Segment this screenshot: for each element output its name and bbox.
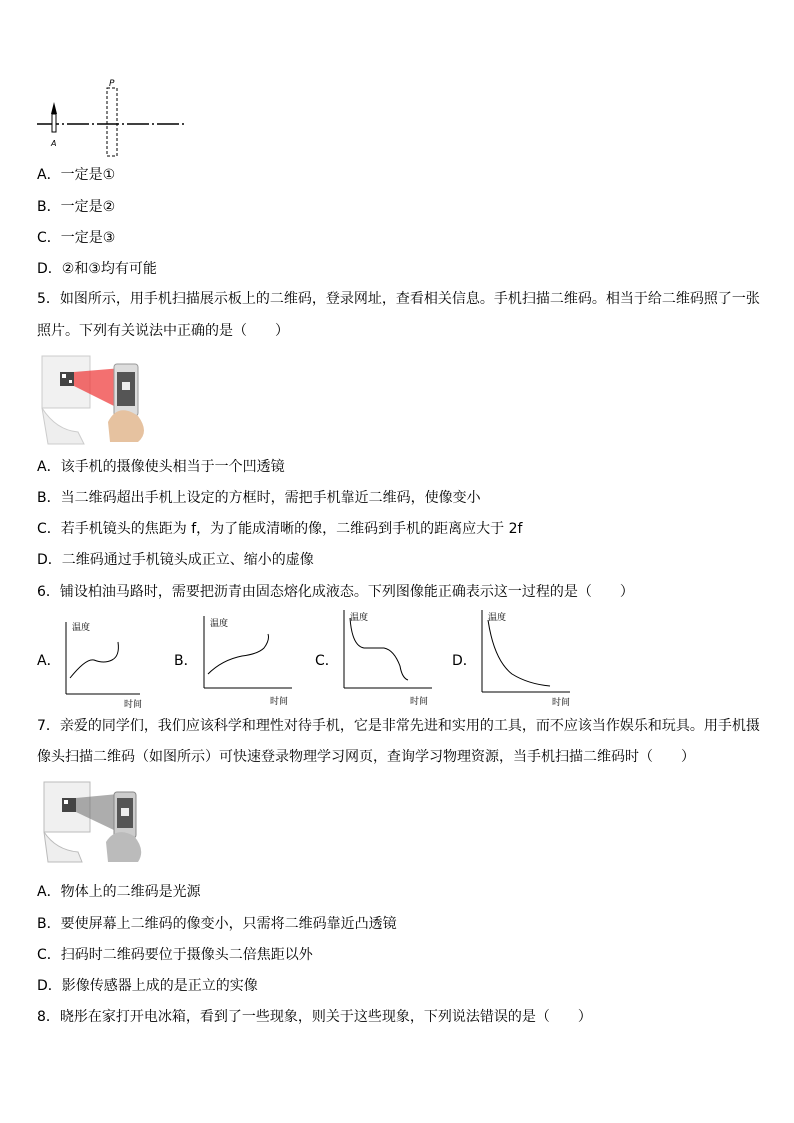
q7-option-b: B．要使屏幕上二维码的像变小，只需将二维码靠近凸透镜 bbox=[37, 916, 397, 932]
label-p: P bbox=[109, 79, 115, 89]
q5-stem-line1: 5．如图所示，用手机扫描展示板上的二维码，登录网址，查看相关信息。手机扫描二维码。相当于给二维码照了一张 bbox=[37, 291, 760, 307]
q4-option-b: B．一定是② bbox=[37, 199, 116, 215]
q7-option-a: A．物体上的二维码是光源 bbox=[37, 884, 201, 900]
graph-d-xlabel: 时间 bbox=[552, 698, 571, 708]
graph-b-xlabel: 时间 bbox=[270, 697, 289, 707]
graph-a bbox=[60, 616, 184, 708]
graph-c-ylabel: 温度 bbox=[350, 613, 369, 623]
graph-c-xlabel: 时间 bbox=[410, 697, 429, 707]
graph-b bbox=[198, 612, 322, 707]
graph-a-ylabel: 温度 bbox=[72, 623, 91, 633]
lens-diagram bbox=[37, 78, 189, 158]
q7-stem-line2: 像头扫描二维码（如图所示）可快速登录物理学习网页，查询学习物理资源，当手机扫描二维码时（ ） bbox=[37, 749, 695, 765]
region-p bbox=[107, 88, 117, 156]
q5-option-b: B．当二维码超出手机上设定的方框时，需把手机靠近二维码，使像变小 bbox=[37, 490, 481, 506]
q6-stem: 6．铺设柏油马路时，需要把沥青由固态熔化成液态。下列图像能正确表示这一过程的是（ ） bbox=[37, 584, 634, 600]
q5-option-c: C．若手机镜头的焦距为 f，为了能成清晰的像，二维码到手机的距离应大于 2f bbox=[37, 521, 523, 537]
qr-scan-photo bbox=[38, 352, 156, 444]
object-a bbox=[52, 114, 56, 132]
q5-stem-line2: 照片。下列有关说法中正确的是（ ） bbox=[37, 323, 289, 339]
q5-option-d: D．二维码通过手机镜头成正立、缩小的虚像 bbox=[37, 552, 314, 568]
q7-option-c: C．扫码时二维码要位于摄像头二倍焦距以外 bbox=[37, 947, 313, 963]
q8-stem: 8．晓彤在家打开电冰箱，看到了一些现象，则关于这些现象，下列说法错误的是（ ） bbox=[37, 1009, 592, 1025]
graph-d-option: D． bbox=[452, 653, 477, 669]
q4-option-c: C．一定是③ bbox=[37, 230, 116, 246]
graph-d bbox=[476, 606, 600, 708]
q4-option-a: A．一定是① bbox=[37, 167, 116, 183]
graph-b-option: B． bbox=[174, 653, 198, 669]
qr-scan-photo-gray bbox=[42, 780, 148, 862]
object-arrow bbox=[51, 102, 57, 114]
graph-a-option: A． bbox=[37, 653, 61, 669]
graph-a-xlabel: 时间 bbox=[124, 700, 143, 710]
q7-stem-line1: 7．亲爱的同学们，我们应该科学和理性对待手机，它是非常先进和实用的工具，而不应该当作娱乐和玩具。用手机摄 bbox=[37, 718, 760, 734]
q5-option-a: A．该手机的摄像使头相当于一个凹透镜 bbox=[37, 459, 285, 475]
q7-option-d: D．影像传感器上成的是正立的实像 bbox=[37, 978, 258, 994]
graph-d-ylabel: 温度 bbox=[488, 613, 507, 623]
graph-c bbox=[338, 606, 462, 707]
q4-option-d: D．②和③均有可能 bbox=[37, 261, 157, 277]
label-a: A bbox=[51, 139, 57, 148]
graph-c-option: C． bbox=[315, 653, 339, 669]
graph-b-ylabel: 温度 bbox=[210, 619, 229, 629]
